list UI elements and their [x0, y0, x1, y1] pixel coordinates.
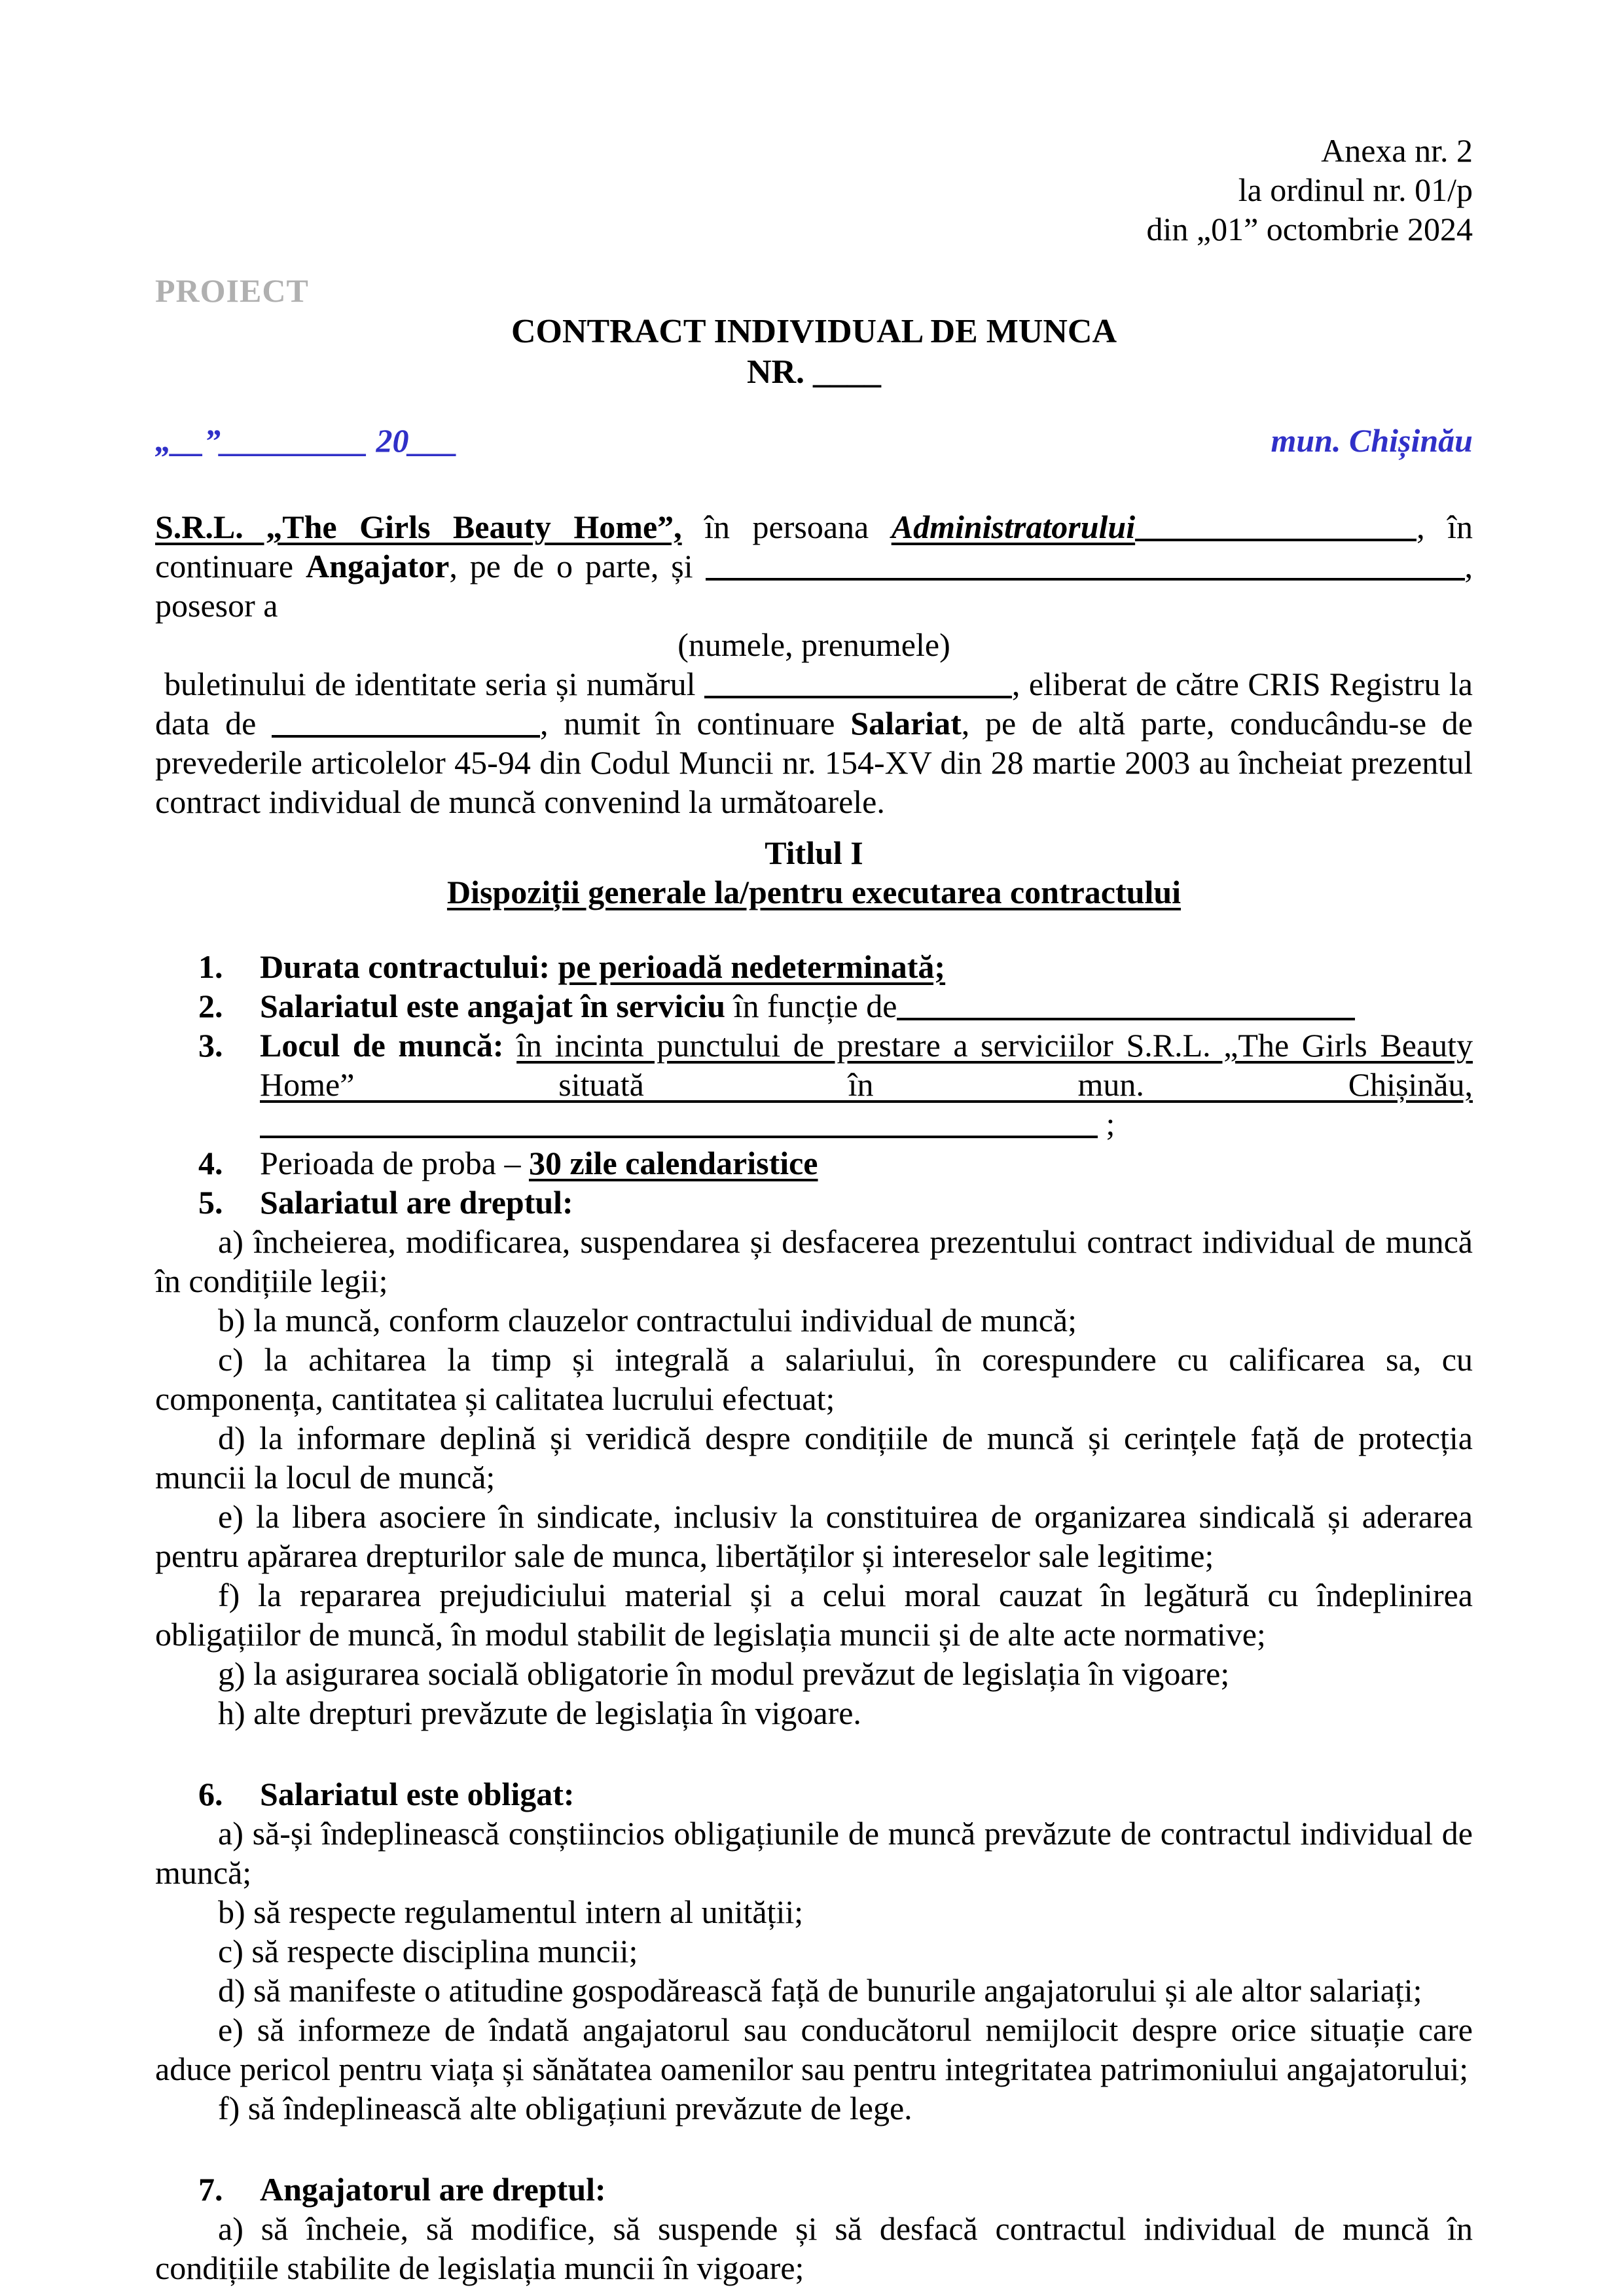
item6-sub-f [155, 2089, 1473, 2128]
list-marker: 3. [198, 1026, 223, 1064]
text-run: Angajatorul are dreptul: [260, 2170, 606, 2208]
list-item-1 [155, 947, 1473, 986]
text-run: f) să îndeplinească alte obligațiuni prevăzute de lege. [218, 2089, 912, 2126]
item5-sub-h [155, 1693, 1473, 1732]
text-run: Angajator [305, 547, 450, 584]
text-run: Durata contractului: [260, 948, 558, 985]
list-item-2 [155, 986, 1473, 1026]
text-run: a) să-și îndeplinească conștiincios obligațiunile de muncă prevăzute de contractul individual de muncă; [155, 1814, 1473, 1891]
identity-paragraph [155, 664, 1473, 821]
document-title: CONTRACT INDIVIDUAL DE MUNCA [511, 313, 1117, 350]
draft-watermark-label: PROIECT [155, 272, 309, 309]
text-run: Salariat [850, 704, 962, 742]
list-marker: 1. [198, 948, 223, 985]
text-run: Titlul I [765, 834, 863, 871]
text-run: e) să informeze de îndată angajatorul sau conducătorul nemijlocit despre orice situație care aduce pericol pentru viața și sănătatea oamenilor sau pentru integritatea patrimoniului angajatorului; [155, 2011, 1473, 2087]
fill-in-blank [706, 558, 1465, 581]
text-run: , eliberat de către CRIS Registru la data de [155, 665, 1473, 742]
item5-sub-e [155, 1497, 1473, 1575]
fill-in-blank [272, 715, 540, 738]
text-run: e) la libera asociere în sindicate, inclusiv la constituirea de organizarea sindicală și aderarea pentru apărarea drepturilor sale de munca, libertăților și intereselor sale legitime; [155, 1498, 1473, 1574]
text-run: , numit în continuare [540, 704, 851, 742]
item6-sub-b [155, 1892, 1473, 1931]
text-run: , pe de o parte, și [449, 547, 706, 584]
list-item-4 [155, 1143, 1473, 1183]
item5-sub-a [155, 1222, 1473, 1300]
text-run: Salariatul are dreptul: [260, 1183, 573, 1221]
text-run: , în continuare [155, 508, 1473, 584]
section-subtitle [155, 872, 1473, 912]
list-item-3 [155, 1026, 1473, 1143]
fill-in-blank [1135, 518, 1416, 541]
list-item-5 [155, 1183, 1473, 1222]
section-title [155, 833, 1473, 872]
text-run: Salariatul este angajat în serviciu [260, 987, 726, 1024]
item5-sub-b [155, 1300, 1473, 1340]
item5-sub-d [155, 1418, 1473, 1497]
item5-sub-f [155, 1575, 1473, 1654]
annex-line: la ordinul nr. 01/p [1238, 171, 1473, 208]
item6-sub-a [155, 1814, 1473, 1892]
list-marker: 5. [198, 1183, 223, 1221]
item7-sub-a [155, 2209, 1473, 2287]
contract-date-blank: „__”_________ 20___ [155, 422, 458, 459]
item6-sub-d [155, 1971, 1473, 2010]
text-run: Perioada de proba – [260, 1144, 529, 1181]
list-item-7 [155, 2170, 1473, 2209]
text-run: ; [1098, 1105, 1115, 1142]
text-run: b) să respecte regulamentul intern al unității; [218, 1893, 804, 1930]
text-run: c) să respecte disciplina muncii; [218, 1932, 638, 1969]
text-run: în persoana [681, 508, 892, 545]
annex-line: Anexa nr. 2 [1321, 132, 1473, 169]
text-run: h) alte drepturi prevăzute de legislația în vigoare. [218, 1694, 861, 1731]
text-run: Dispoziții generale la/pentru executarea contractului [446, 873, 1182, 910]
text-run: 30 zile calendaristice [528, 1144, 818, 1181]
list-item-6 [155, 1774, 1473, 1814]
list-marker: 6. [198, 1775, 223, 1812]
text-run: buletinului de identitate seria și numărul [164, 665, 704, 702]
item6-sub-e [155, 2010, 1473, 2089]
annex-header [155, 131, 1473, 249]
text-run: Salariatul este obligat: [260, 1775, 575, 1812]
date-place-line [155, 421, 1473, 460]
text-run: în funcție de [725, 987, 897, 1024]
fill-in-blank [897, 997, 1355, 1020]
text-run: Administratorului [891, 508, 1136, 545]
document-body [155, 507, 1473, 2287]
fill-in-blank [260, 1115, 1098, 1138]
contract-place: mun. Chișinău [1271, 422, 1473, 459]
annex-line: din „01” octombrie 2024 [1146, 211, 1473, 247]
text-run: (numele, prenumele) [677, 626, 950, 663]
text-run: a) încheierea, modificarea, suspendarea și desfacerea prezentului contract individual de muncă în condițiile legii; [155, 1223, 1473, 1299]
item6-sub-c [155, 1931, 1473, 1971]
text-run: d) să manifeste o atitudine gospodărească față de bunurile angajatorului și ale altor salariați; [218, 1971, 1422, 2009]
list-marker: 7. [198, 2170, 223, 2208]
text-run: c) la achitarea la timp și integrală a salariului, în corespundere cu calificarea sa, cu componența, cantitatea și calitatea lucrului efectuat; [155, 1340, 1473, 1417]
intro-paragraph [155, 507, 1473, 625]
item5-sub-c [155, 1340, 1473, 1418]
text-run: g) la asigurarea socială obligatorie în modul prevăzut de legislația în vigoare; [218, 1655, 1230, 1692]
text-run: pe perioadă nedeterminată; [558, 948, 946, 985]
text-run: , posesor a [155, 547, 1473, 624]
name-caption [155, 625, 1473, 664]
text-run: în incinta punctului de prestare a serviciilor S.R.L. „The Girls Beauty Home” situată în mun. Chișinău, [260, 1026, 1473, 1103]
text-run: S.R.L. „The Girls Beauty Home”, [155, 508, 682, 545]
list-marker: 4. [198, 1144, 223, 1181]
text-run: f) la repararea prejudiciului material și a celui moral cauzat în legătură cu îndeplinirea obligațiilor de muncă, în modul stabilit de legislația muncii și de alte acte normative; [155, 1576, 1473, 1653]
text-run: b) la muncă, conform clauzelor contractului individual de muncă; [218, 1301, 1077, 1338]
text-run: Locul de muncă: [260, 1026, 517, 1064]
text-run: a) să încheie, să modifice, să suspende și să desfacă contractul individual de muncă în condițiile stabilite de legislația muncii în vigoare; [155, 2210, 1473, 2286]
text-run: , pe de altă parte, conducându-se de prevederile articolelor 45-94 din Codul Muncii nr. 154-XV din 28 martie 2003 au încheiat prezentul contract individual de muncă convenind la următoarele. [155, 704, 1473, 820]
item5-sub-g [155, 1654, 1473, 1693]
fill-in-blank [704, 675, 1012, 698]
text-run: d) la informare deplină și veridică despre condițiile de muncă și cerințele față de protecția muncii la locul de muncă; [155, 1419, 1473, 1496]
list-marker: 2. [198, 987, 223, 1024]
contract-number-line: NR. ____ [746, 353, 882, 391]
